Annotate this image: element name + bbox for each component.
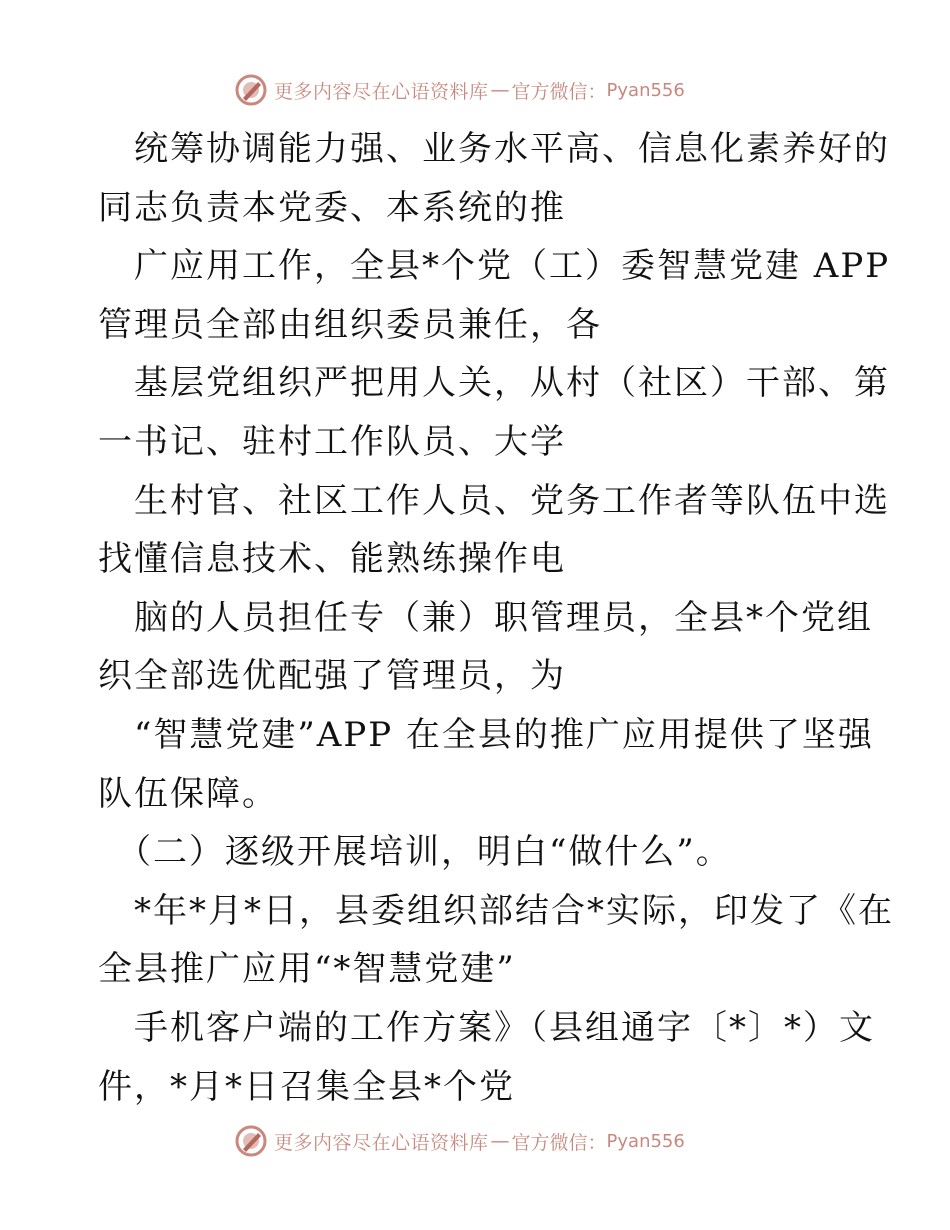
text-line: 广应用工作，全县*个党（工）委智慧党建 APP <box>98 246 891 287</box>
watermark-label: 官方微信： <box>511 1131 607 1154</box>
watermark-dash: — <box>490 79 510 101</box>
text-line: 统筹协调能力强、业务水平高、信息化素养好的 <box>98 129 890 169</box>
text-line: 管理员全部由组织委员兼任，各 <box>98 304 602 345</box>
text-line: 生村官、社区工作人员、党务工作者等队伍中选 <box>98 480 890 521</box>
stamp-logo-icon <box>234 1124 268 1158</box>
stamp-logo-icon <box>234 73 268 107</box>
text-line: *年*月*日，县委组织部结合*实际，印发了《在 <box>98 890 894 931</box>
text-line: 织全部选优配强了管理员，为 <box>98 656 566 697</box>
text-line: 一书记、驻村工作队员、大学 <box>98 421 566 462</box>
text-line: （二）逐级开展培训，明白“做什么”。 <box>98 832 732 873</box>
text-line: 脑的人员担任专（兼）职管理员，全县*个党组 <box>98 597 873 638</box>
text-line: “智慧党建”APP 在全县的推广应用提供了坚强 <box>98 714 874 755</box>
watermark-header <box>234 73 685 107</box>
text-line: 基层党组织严把用人关，从村（社区）干部、第 <box>98 363 890 404</box>
watermark-wechat-id: Pyan556 <box>606 1130 685 1152</box>
document-body <box>98 120 894 1116</box>
watermark-dash: — <box>490 1130 510 1152</box>
text-line: 手机客户端的工作方案》（县组通字〔*〕*）文 <box>98 1007 875 1048</box>
watermark-label: 官方微信： <box>511 80 607 103</box>
watermark-text: 更多内容尽在心语资料库 <box>274 80 489 103</box>
text-line: 同志负责本党委、本系统的推 <box>98 187 566 228</box>
text-line: 件，*月*日召集全县*个党 <box>98 1066 515 1107</box>
watermark-text: 更多内容尽在心语资料库 <box>274 1131 489 1154</box>
watermark-wechat-id: Pyan556 <box>606 79 685 101</box>
watermark-footer <box>234 1124 685 1158</box>
text-line: 全县推广应用“*智慧党建” <box>98 949 516 990</box>
text-line: 队伍保障。 <box>98 773 278 814</box>
text-line: 找懂信息技术、能熟练操作电 <box>98 539 566 580</box>
